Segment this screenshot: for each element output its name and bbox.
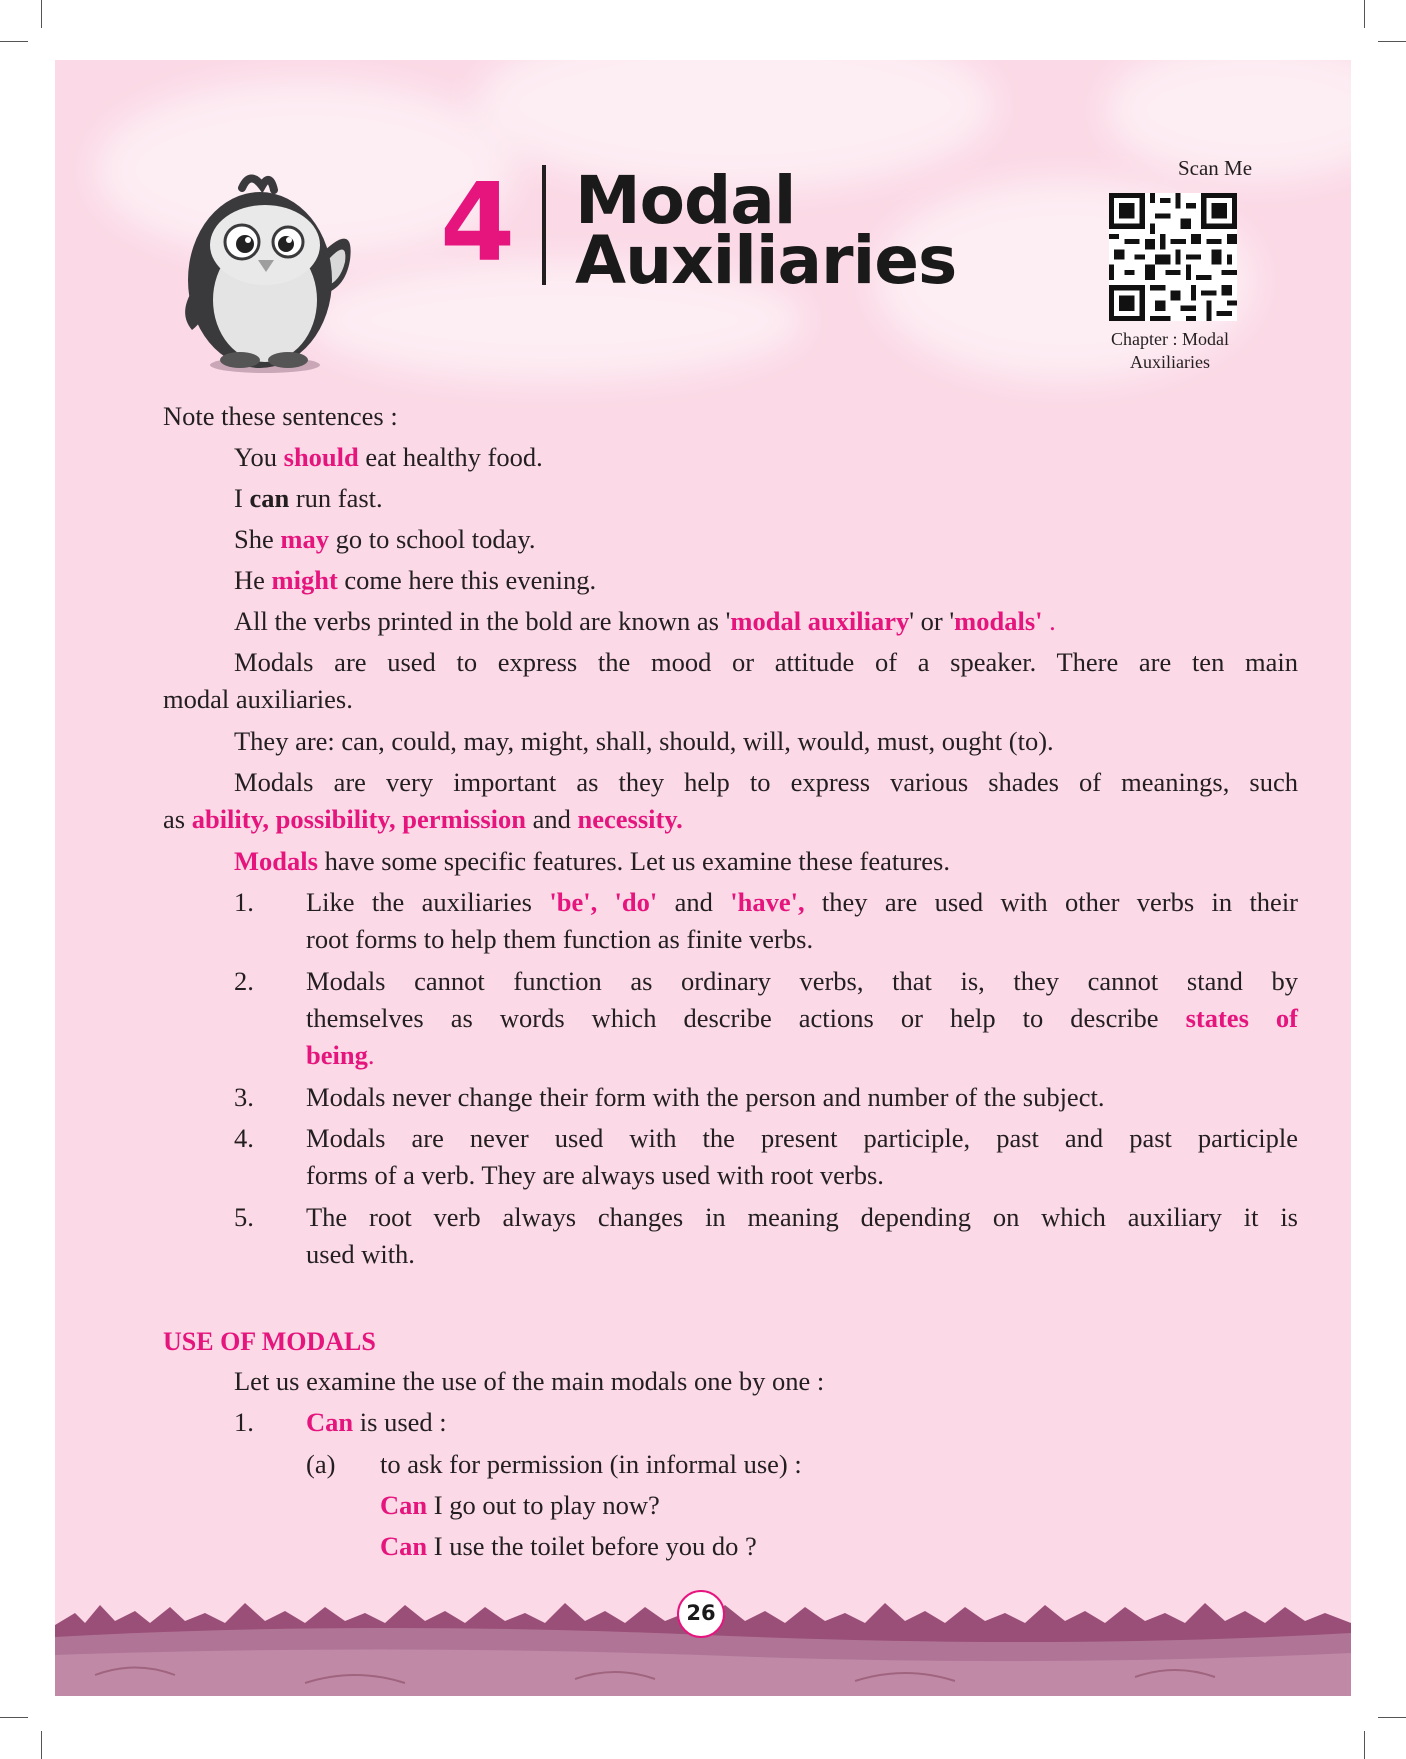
- sentence-text: have some specific features. Let us examine these features.: [317, 846, 950, 876]
- list-number: 1.: [234, 1407, 254, 1437]
- sentence-text: She: [234, 524, 281, 554]
- book-page: [55, 60, 1351, 1696]
- sentence-text: You: [234, 442, 284, 472]
- list-number: 3.: [234, 1082, 254, 1112]
- term-highlight: necessity.: [577, 804, 683, 834]
- sentence-text: .: [367, 1040, 375, 1070]
- list-item: Modals are never used with the present participle, past and past participle: [306, 1123, 1298, 1153]
- term-highlight: being: [306, 1040, 368, 1070]
- example-sentence: [234, 480, 383, 517]
- sentence-text: Like the auxiliaries: [306, 887, 550, 917]
- crop-mark: [1364, 0, 1365, 28]
- list-number: 4.: [234, 1123, 254, 1153]
- list-item-line: used with.: [306, 1239, 415, 1269]
- modal-word: can: [249, 483, 290, 513]
- list-item-line: [306, 1037, 374, 1074]
- paragraph-line: modal auxiliaries.: [163, 684, 353, 714]
- list-item: [306, 1404, 447, 1441]
- example-sentence: [234, 521, 536, 558]
- scan-me-label: Scan Me: [1177, 156, 1253, 180]
- sub-item-text: to ask for permission (in informal use) :: [380, 1449, 802, 1479]
- term-highlight: ability, possibility, permission: [191, 804, 526, 834]
- definition-sentence: [234, 603, 1056, 640]
- list-item: [306, 884, 1298, 921]
- sentence-text: is used :: [353, 1407, 447, 1437]
- crop-mark: [0, 1717, 28, 1718]
- list-item: Modals cannot function as ordinary verbs, that is, they cannot stand by: [306, 966, 1298, 996]
- crop-mark: [1378, 41, 1406, 42]
- term-highlight: 'do': [614, 887, 658, 917]
- list-item: Modals never change their form with the person and number of the subject.: [306, 1082, 1105, 1112]
- sentence-text: run fast.: [289, 483, 383, 513]
- crop-mark: [41, 0, 42, 28]
- modals-list: They are: can, could, may, might, shall, should, will, would, must, ought (to).: [234, 726, 1054, 756]
- list-number: 1.: [234, 887, 254, 917]
- sentence-text: I use the toilet before you do ?: [427, 1531, 757, 1561]
- crop-mark: [41, 1731, 42, 1759]
- term-highlight: modal auxiliary: [730, 606, 910, 636]
- list-item-line: forms of a verb. They are always used with root verbs.: [306, 1160, 884, 1190]
- term-highlight: modals': [954, 606, 1043, 636]
- example-sentence: [380, 1487, 660, 1524]
- sentence-text: .: [1042, 606, 1056, 636]
- qr-code-icon[interactable]: [1109, 193, 1237, 321]
- list-item-line: [306, 1000, 1298, 1037]
- crop-mark: [0, 41, 28, 42]
- modal-word: Can: [380, 1490, 428, 1520]
- modal-word: Can: [380, 1531, 428, 1561]
- chapter-title-line2: Auxiliaries: [575, 222, 957, 299]
- qr-caption-line: Auxiliaries: [1130, 352, 1210, 373]
- crop-mark: [1378, 1717, 1406, 1718]
- crop-mark: [1364, 1731, 1365, 1759]
- qr-caption: [1095, 328, 1245, 375]
- qr-caption-line: Chapter : Modal: [1111, 329, 1229, 349]
- modal-word: Can: [306, 1407, 354, 1437]
- sentence-text: eat healthy food.: [358, 442, 543, 472]
- modal-word: may: [280, 524, 329, 554]
- list-number: 2.: [234, 966, 254, 996]
- paragraph-line: Modals are used to express the mood or attitude of a speaker. There are ten main: [234, 647, 1298, 677]
- sub-item-letter: (a): [306, 1449, 336, 1479]
- section-heading: USE OF MODALS: [163, 1327, 376, 1356]
- penguin-mascot-icon: [170, 160, 360, 375]
- example-sentence: [234, 439, 543, 476]
- sentence-text: as: [163, 804, 192, 834]
- sentence-text: and: [525, 804, 578, 834]
- term-highlight: 'be',: [549, 887, 615, 917]
- section-intro: Let us examine the use of the main modals one by one :: [234, 1366, 825, 1396]
- chapter-title-line1: Modal: [575, 162, 796, 239]
- list-item-line: root forms to help them function as finite verbs.: [306, 924, 814, 954]
- example-sentence: [234, 562, 596, 599]
- title-divider: [542, 165, 546, 285]
- intro-note: Note these sentences :: [163, 401, 398, 431]
- list-number: 5.: [234, 1202, 254, 1232]
- sentence-text: I: [234, 483, 250, 513]
- sentence-text: All the verbs printed in the bold are known as ': [234, 606, 731, 636]
- sentence-text: I go out to play now?: [427, 1490, 660, 1520]
- paragraph-line: Modals are very important as they help to express various shades of meanings, such: [234, 767, 1298, 797]
- sentence-text: and: [657, 887, 731, 917]
- term-highlight: 'have',: [730, 887, 805, 917]
- sentence-text: go to school today.: [328, 524, 536, 554]
- sentence-text: they are used with other verbs in their: [804, 887, 1299, 917]
- list-item: The root verb always changes in meaning depending on which auxiliary it is: [306, 1202, 1298, 1232]
- modal-word: should: [283, 442, 359, 472]
- chapter-number: 4: [440, 161, 516, 286]
- modal-word: might: [271, 565, 338, 595]
- page-number: 26: [686, 1601, 716, 1625]
- paragraph-line: [234, 843, 950, 880]
- sentence-text: come here this evening.: [337, 565, 597, 595]
- term-highlight: states of: [1185, 1003, 1298, 1033]
- sentence-text: themselves as words which describe actions or help to describe: [306, 1003, 1186, 1033]
- paragraph-line: [163, 801, 683, 838]
- example-sentence: [380, 1528, 757, 1565]
- sentence-text: He: [234, 565, 272, 595]
- sentence-text: ' or ': [909, 606, 955, 636]
- term-highlight: Modals: [234, 846, 318, 876]
